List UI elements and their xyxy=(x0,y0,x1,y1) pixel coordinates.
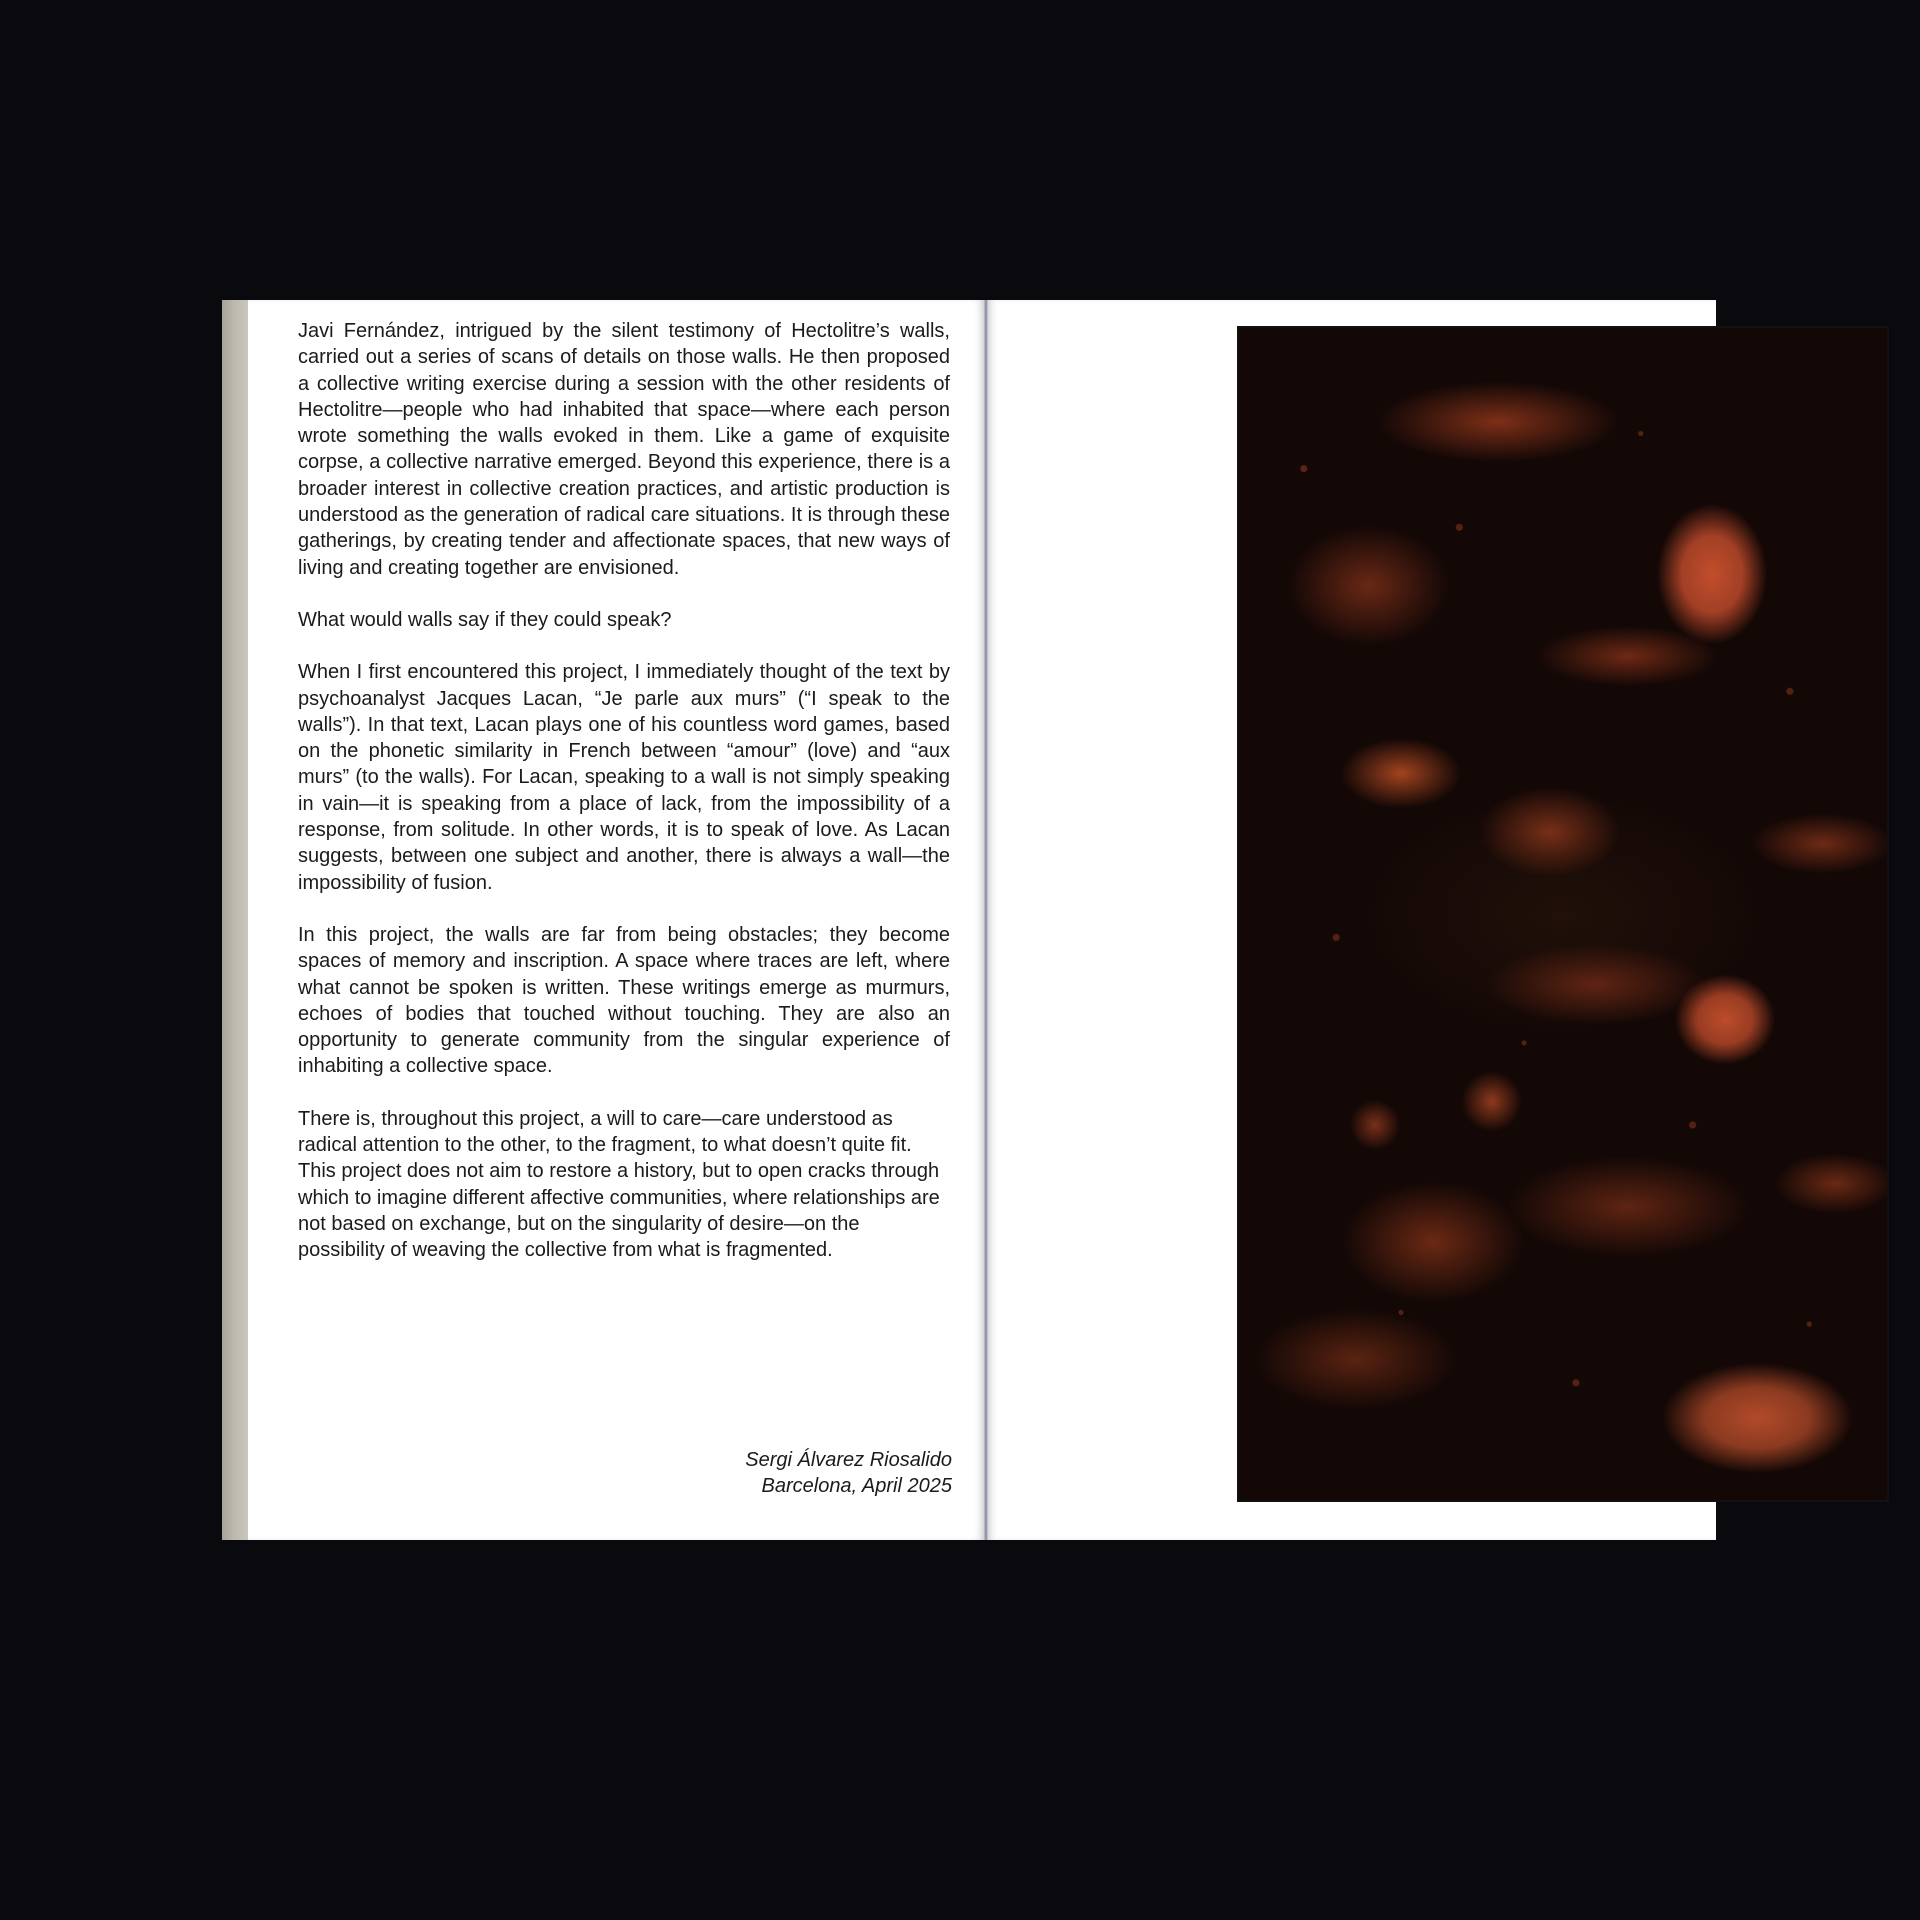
paragraph-4: In this project, the walls are far from being obstacles; they become spaces of memory and inscription. A space where traces are left, where what cannot be spoken is written. These writings emerge as murmurs, echoes of bodies that touched without touching. They are also an opportunity to generate community from the singular experience of inhabiting a collective space. xyxy=(298,923,950,1078)
paragraph-1: Javi Fernández, intrigued by the silent testimony of Hectolitre’s walls, carried out a series of scans of details on those walls. He then proposed a collective writing exercise during a session with the other residents of Hectolitre—people who had inhabited that space—where each person wrote something the walls evoked in them. Like a game of exquisite corpse, a collective narrative emerged. Beyond this experience, there is a broader interest in collective creation practices, and artistic production is understood as the generation of radical care situations. It is through these gatherings, by creating tender and affectionate spaces, that new ways of living and creating together are envisioned. xyxy=(298,320,950,579)
signature-author: Sergi Álvarez Riosalido xyxy=(745,1449,952,1471)
paragraph-5: There is, throughout this project, a will to care—care understood as radical attention to the other, to the fragment, to what doesn’t quite fit. This project does not aim to restore a history, but to open cracks through which to imagine different affective communities, where relationships are not based on exchange, but on the singularity of desire—on the possibility of weaving the collective from what is fragmented. xyxy=(298,1107,940,1262)
wall-scan-image xyxy=(1237,326,1889,1502)
essay-text xyxy=(298,318,950,1290)
open-booklet-spread xyxy=(222,300,1716,1540)
paragraph-3: When I first encountered this project, I immediately thought of the text by psychoanalyst Jacques Lacan, “Je parle aux murs” (“I speak to the walls”). In that text, Lacan plays one of his countless word games, based on the phonetic similarity in French between “amour” (love) and “aux murs” (to the walls). For Lacan, speaking to a wall is not simply speaking in vain—it is speaking from a place of lack, from the impossibility of a response, from solitude. In other words, it is to speak of love. As Lacan suggests, between one subject and another, there is always a wall—the impossibility of fusion. xyxy=(298,661,950,894)
left-page xyxy=(248,300,984,1540)
paragraph-question: What would walls say if they could speak? xyxy=(298,608,672,631)
signature-place-date: Barcelona, April 2025 xyxy=(761,1475,952,1497)
cover-edge xyxy=(222,300,248,1540)
signature xyxy=(745,1447,952,1499)
right-page xyxy=(988,300,1716,1540)
